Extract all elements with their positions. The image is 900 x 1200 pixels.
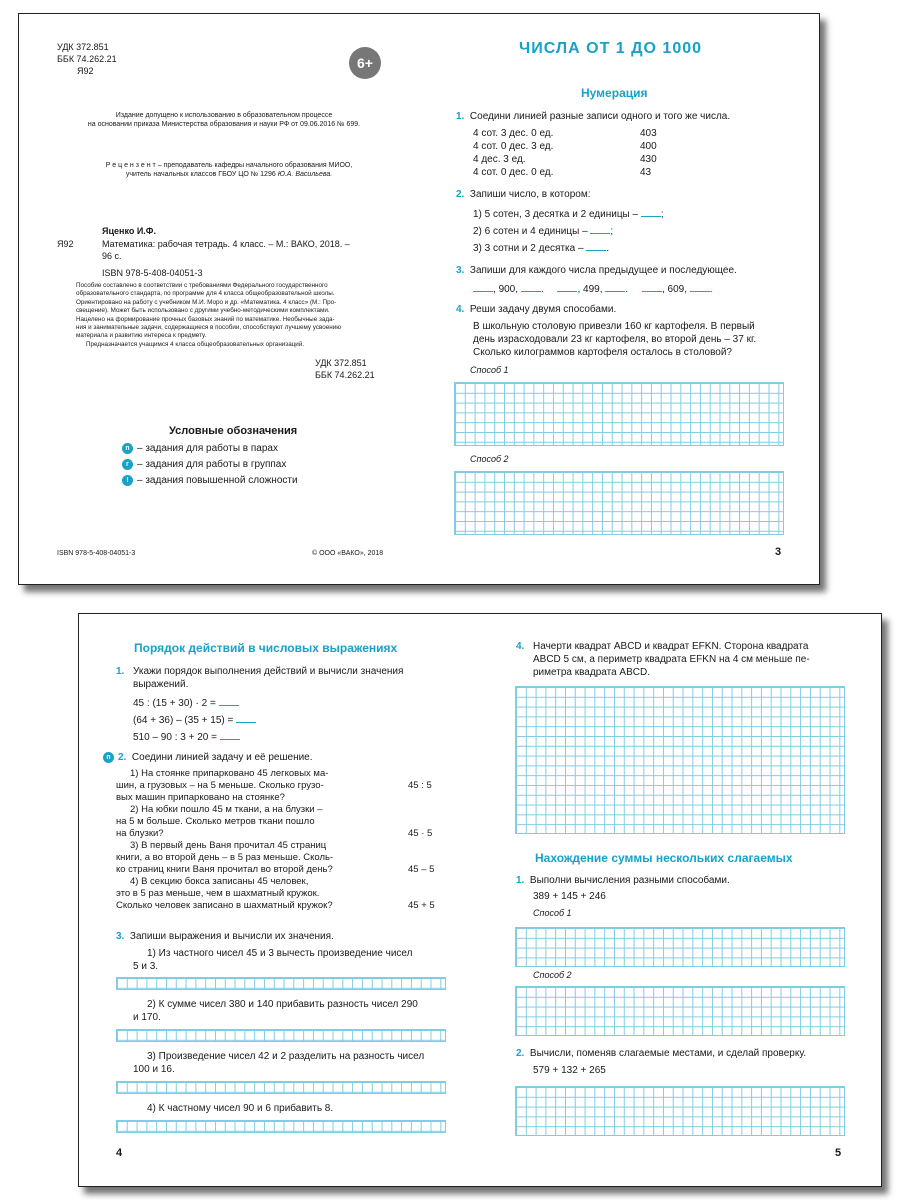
number-value: 430 <box>640 154 657 165</box>
page-number: 5 <box>835 1147 842 1159</box>
bbk-line: ББК 74.262.21 <box>57 54 117 64</box>
problem-line: В школьную столовую привезли 160 кг картофеля. В первый <box>473 321 755 332</box>
answer-blank[interactable] <box>473 283 493 292</box>
task-3 <box>116 930 446 943</box>
legend-text: – задания для работы в группах <box>137 459 287 470</box>
problem-line: 1) На стоянке припарковано 45 легковых ма- <box>130 768 329 779</box>
expression: 389 + 145 + 246 <box>533 891 606 902</box>
task-1 <box>516 874 846 920</box>
matching-problem <box>116 876 448 912</box>
task-text: Запиши число, в котором: <box>469 189 591 200</box>
problem-line: на блузки? <box>116 828 164 839</box>
answer-blank[interactable] <box>690 283 710 292</box>
answer-blank[interactable] <box>236 714 256 723</box>
answer-row-grid[interactable] <box>116 1081 446 1094</box>
author-name: Яценко И.Ф. <box>102 226 156 236</box>
task-3-item <box>133 1050 445 1076</box>
difficulty-icon: ! <box>122 475 133 486</box>
task-item: 1) 5 сотен, 3 десятка и 2 единицы – <box>473 209 639 220</box>
item-line: 4) К частному чисел 90 и 6 прибавить 8. <box>147 1103 334 1114</box>
task-2 <box>516 1047 846 1077</box>
annotation-line: Предназначается учащимся 4 класса общеобразовательных организаций. <box>86 340 305 348</box>
matching-problem <box>116 840 448 876</box>
expression: 579 + 132 + 265 <box>533 1065 606 1076</box>
problem-line: это в 5 раз меньше, чем в шахматный кружок. <box>116 888 320 899</box>
annotation-line: ния и занимательные задачи, содержащиеся в пособии, способствуют лучшему усвоению <box>76 324 341 332</box>
section-title: Нахождение суммы нескольких слагаемых <box>535 851 793 865</box>
number-value: 403 <box>640 128 657 139</box>
given-number: 609, <box>667 284 687 295</box>
number-record: 4 дес. 3 ед. <box>473 154 526 165</box>
reviewer-label: Р е ц е н з е н т – <box>105 162 162 169</box>
section-title: Порядок действий в числовых выражениях <box>134 641 398 655</box>
answer-blank[interactable] <box>605 283 625 292</box>
page-number: 3 <box>775 546 782 558</box>
task-item: 3) 3 сотни и 2 десятка – <box>473 243 584 254</box>
book-description <box>102 238 402 262</box>
spread-pages-2-3 <box>18 13 820 585</box>
problem-line: книги, а во второй день – в 5 раз меньше. Сколь- <box>116 852 334 863</box>
item-line: 2) К сумме чисел 380 и 140 прибавить разность чисел 290 <box>147 999 418 1010</box>
given-number: 900, <box>498 284 519 295</box>
annotation-line: Ориентировано на работу с учебником М.И. Моро и др. «Математика. 4 класс» (М.: Про- <box>76 298 337 306</box>
approval-text <box>59 111 389 129</box>
legend-text: – задания повышенной сложности <box>137 475 298 486</box>
annotation-line: Пособие составлено в соответствии с требованиями Федерального государственного <box>76 282 328 289</box>
answer-blank[interactable] <box>521 283 541 292</box>
answer-grid-method-2[interactable] <box>515 986 845 1036</box>
given-number: 499, <box>583 284 603 295</box>
answer-blank[interactable] <box>641 208 661 217</box>
annotation <box>76 282 402 349</box>
task-4 <box>516 640 846 679</box>
code-line: Я92 <box>77 66 94 76</box>
book-line: 96 с. <box>102 251 122 261</box>
item-line: 100 и 16. <box>133 1064 175 1075</box>
task-text: Соедини линией задачу и её решение. <box>131 752 313 763</box>
task-text: риметра квадрата ABCD. <box>533 667 650 678</box>
task-number: 1. <box>516 875 525 886</box>
number-record: 4 сот. 3 дес. 0 ед. <box>473 128 554 139</box>
problem-line: на 5 м больше. Сколько метров ткани пошло <box>116 816 315 827</box>
reviewer-name: Ю.А. Васильева. <box>277 171 333 178</box>
approval-line: Издание допущено к использованию в образовательном процессе <box>115 112 333 119</box>
answer-blank[interactable] <box>642 283 662 292</box>
task-text: Запиши выражения и вычисли их значения. <box>129 931 334 942</box>
annotation-line: свещение). Может быть использовано с другими учебно-методическими комплектами. <box>76 307 330 315</box>
problem-line: вых машин припарковано на стоянке? <box>116 792 285 803</box>
footer-copyright: © ООО «ВАКО», 2018 <box>312 550 384 557</box>
problem-line: Сколько килограммов картофеля осталось в столовой? <box>473 347 732 358</box>
legend-text: – задания для работы в парах <box>137 443 278 454</box>
legend-item <box>122 474 298 487</box>
answer-blank[interactable] <box>220 731 240 740</box>
answer-blank[interactable] <box>590 225 610 234</box>
number-record: 4 сот. 0 дес. 3 ед. <box>473 141 554 152</box>
task-3-item <box>133 947 445 973</box>
problem-line: 4) В секцию бокса записаны 45 человек, <box>130 876 309 887</box>
task-1 <box>116 665 446 746</box>
answer-grid-method-2[interactable] <box>454 471 784 535</box>
groups-icon: г <box>122 459 133 470</box>
page-number: 4 <box>116 1147 123 1159</box>
book-line: Математика: рабочая тетрадь. 4 класс. – М.: ВАКО, 2018. – <box>102 239 350 249</box>
legend-title: Условные обозначения <box>169 425 298 437</box>
item-line: 1) Из частного чисел 45 и 3 вычесть произведение чисел <box>147 948 413 959</box>
pairs-icon: п <box>122 443 133 454</box>
annotation-line: материала и развитию интереса к предмету. <box>76 332 207 340</box>
annotation-line: Нацелено на формирование прочных базовых знаний по математике. Необычные зада- <box>76 315 335 323</box>
solution: 45 – 5 <box>408 864 435 875</box>
task-3-item <box>133 998 445 1024</box>
isbn: ISBN 978-5-408-04051-3 <box>102 268 203 278</box>
chapter-title: ЧИСЛА ОТ 1 ДО 1000 <box>519 40 703 57</box>
task-number: 2. <box>456 189 465 200</box>
reviewer-position-2: учитель начальных классов ГБОУ ЦО № 1296 <box>125 171 276 178</box>
matching-problem <box>116 768 448 804</box>
legend <box>122 442 298 487</box>
method-2-label: Способ 2 <box>533 970 572 980</box>
method-2-label: Способ 2 <box>470 454 509 464</box>
task-text: Вычисли, поменяв слагаемые местами, и сделай проверку. <box>529 1048 807 1059</box>
spread-pages-4-5 <box>78 613 882 1187</box>
drawing-grid[interactable] <box>515 686 845 834</box>
solution: 45 + 5 <box>408 900 435 911</box>
task-text: Начерти квадрат ABCD и квадрат EFKN. Сторона квадрата <box>533 641 809 652</box>
age-rating-badge: 6+ <box>349 47 381 79</box>
legend-item <box>122 442 298 455</box>
catalog-code: Я92 <box>57 239 74 249</box>
bbk-line: ББК 74.262.21 <box>315 370 375 380</box>
udk-line: УДК 372.851 <box>315 358 367 368</box>
task-text: Выполни вычисления разными способами. <box>529 875 730 886</box>
task-1 <box>456 110 796 179</box>
matching-problem <box>116 804 448 840</box>
answer-blank[interactable] <box>586 242 606 251</box>
item-line: 5 и 3. <box>133 961 159 972</box>
task-text: ABCD 5 см, а периметр квадрата EFKN на 4 см меньше пе- <box>533 654 810 665</box>
reviewer-position: преподаватель кафедры начального образования МИОО, <box>163 162 353 169</box>
task-number: 4. <box>456 304 465 315</box>
problem-line: 3) В первый день Ваня прочитал 45 страниц <box>130 840 327 851</box>
method-1-label: Способ 1 <box>470 365 509 375</box>
answer-blank[interactable] <box>557 283 577 292</box>
answer-row-grid[interactable] <box>116 977 446 990</box>
answer-grid-method-1[interactable] <box>454 382 784 446</box>
section-title: Нумерация <box>581 86 648 100</box>
task-number: 2. <box>118 752 127 763</box>
task-item: 2) 6 сотен и 4 единицы – <box>473 226 588 237</box>
number-value: 400 <box>640 141 657 152</box>
number-value: 43 <box>640 167 652 178</box>
task-2: 2. Запиши число, в котором: 1) 5 сотен, 3 десятка и 2 единицы – ; 2) 6 сотен и 4 единицы – ; 3) 3 сотни и 2 десятка – . <box>456 189 664 254</box>
answer-row-grid[interactable] <box>116 1120 446 1133</box>
task-3: 3. Запиши для каждого числа предыдущее и последующее. , 900, . , 499, . , 609, . <box>456 265 737 295</box>
task-text: Укажи порядок выполнения действий и вычисли значения <box>133 666 404 677</box>
task-3-item <box>133 1102 445 1115</box>
item-line: и 170. <box>133 1012 161 1023</box>
problem-line: Сколько человек записано в шахматный кружок? <box>116 900 333 911</box>
task-text: выражений. <box>133 679 189 690</box>
answer-blank[interactable] <box>219 697 239 706</box>
problem-line: день израсходовали 23 кг картофеля, во второй день – 37 кг. <box>473 334 757 345</box>
task-number: 4. <box>516 641 525 652</box>
number-record: 4 сот. 0 дес. 0 ед. <box>473 167 554 178</box>
item-line: 3) Произведение чисел 42 и 2 разделить на разность чисел <box>147 1051 425 1062</box>
pairs-icon: п <box>103 752 114 763</box>
footer-isbn: ISBN 978-5-408-04051-3 <box>57 550 136 557</box>
solution: 45 · 5 <box>408 828 433 839</box>
annotation-line: образовательного стандарта, по программе для 4 класса общеобразовательной школы. <box>76 290 335 298</box>
task-number: 2. <box>516 1048 525 1059</box>
expression: 45 : (15 + 30) · 2 = <box>133 698 216 709</box>
method-1-label: Способ 1 <box>533 908 572 918</box>
task-text: Соедини линией разные записи одного и того же числа. <box>469 111 731 122</box>
answer-grid[interactable] <box>515 1086 845 1136</box>
task-number: 1. <box>116 666 125 677</box>
task-text: Реши задачу двумя способами. <box>469 304 617 315</box>
legend-item <box>122 458 298 471</box>
udk-block <box>57 41 117 77</box>
task-text: Запиши для каждого числа предыдущее и последующее. <box>469 265 737 276</box>
problem-line: 2) На юбки пошло 45 м ткани, а на блузки – <box>130 804 323 815</box>
solution: 45 : 5 <box>408 780 432 791</box>
task-number: 3. <box>116 931 125 942</box>
approval-line: на основании приказа Министерства образования и науки РФ от 09.06.2016 № 699. <box>87 121 361 128</box>
expression: (64 + 36) – (35 + 15) = <box>133 715 234 726</box>
task-2 <box>103 751 448 912</box>
task-number: 3. <box>456 265 465 276</box>
problem-line: ко страниц книги Ваня прочитал во второй день? <box>116 864 333 875</box>
task-number: 1. <box>456 111 465 122</box>
udk-line: УДК 372.851 <box>57 42 109 52</box>
problem-line: шин, а грузовых – на 5 меньше. Сколько грузо- <box>116 780 324 791</box>
answer-grid-method-1[interactable] <box>515 927 845 967</box>
udk-right-block <box>315 357 375 381</box>
task-4 <box>456 303 796 359</box>
expression: 510 – 90 : 3 + 20 = <box>133 732 217 743</box>
reviewer-text <box>59 161 399 179</box>
answer-row-grid[interactable] <box>116 1029 446 1042</box>
